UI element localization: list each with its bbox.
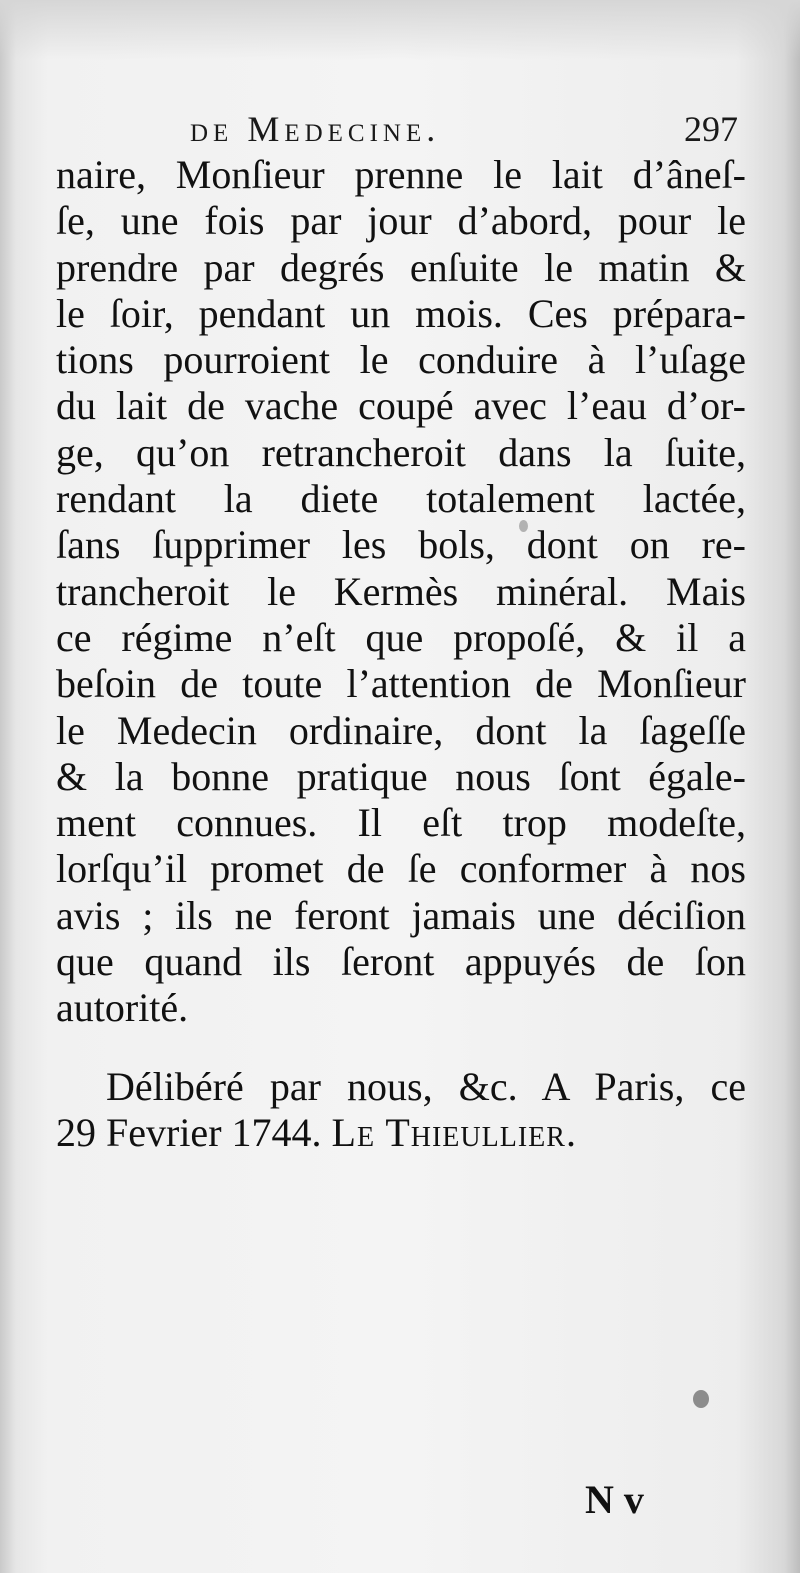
date-text: 29 Fevrier 1744. — [56, 1110, 322, 1156]
body-paragraph — [56, 152, 746, 1032]
text-line: du lait de vache coupé avec l’eau d’or- — [56, 383, 746, 429]
text-line: le Medecin ordinaire, dont la ſageſſe — [56, 707, 746, 753]
deliberation-line: Délibéré par nous, &c. A Paris, ce — [106, 1064, 746, 1109]
date-signer-line — [56, 1110, 746, 1156]
text-line: naire, Monſieur prenne le lait d’âneſ- — [56, 152, 746, 197]
ink-spot — [693, 1390, 709, 1408]
signer-name: Le Thieullier. — [331, 1110, 577, 1156]
text-line: trancheroit le Kermès minéral. Mais — [56, 568, 746, 614]
text-line: avis ; ils ne feront jamais une déciſion — [56, 892, 746, 938]
text-line: autorité. — [56, 985, 189, 1031]
text-line: beſoin de toute l’attention de Monſieur — [56, 661, 746, 707]
text-line: le ſoir, pendant un mois. Ces prépara- — [56, 290, 746, 336]
text-line: lorſqu’il promet de ſe conformer à nos — [56, 846, 746, 892]
page-number: 297 — [684, 109, 738, 149]
text-line: ce régime n’eſt que propoſé, & il a — [56, 614, 746, 660]
page-header — [0, 108, 800, 158]
text-line: ment connues. Il eſt trop modeſte, — [56, 800, 746, 846]
show-through-text — [70, 960, 770, 1480]
gathering-signature-mark: N v — [585, 1477, 644, 1522]
text-line: prendre par degrés enſuite le matin & — [56, 244, 746, 290]
ink-spot — [519, 520, 528, 532]
text-line: que quand ils ſeront appuyés de ſon — [56, 939, 746, 985]
text-line: rendant la diete totalement lactée, — [56, 476, 746, 522]
text-line: ge, qu’on retrancheroit dans la ſuite, — [56, 429, 746, 475]
running-title: de Medecine. — [190, 109, 441, 149]
text-line: ſe, une fois par jour d’abord, pour le — [56, 198, 746, 244]
text-line: & la bonne pratique nous ſont égale- — [56, 753, 746, 799]
signature-block — [56, 1064, 746, 1157]
text-line: ſans ſupprimer les bols, dont on re- — [56, 522, 746, 568]
text-line: tions pourroient le conduire à l’uſage — [56, 337, 746, 383]
